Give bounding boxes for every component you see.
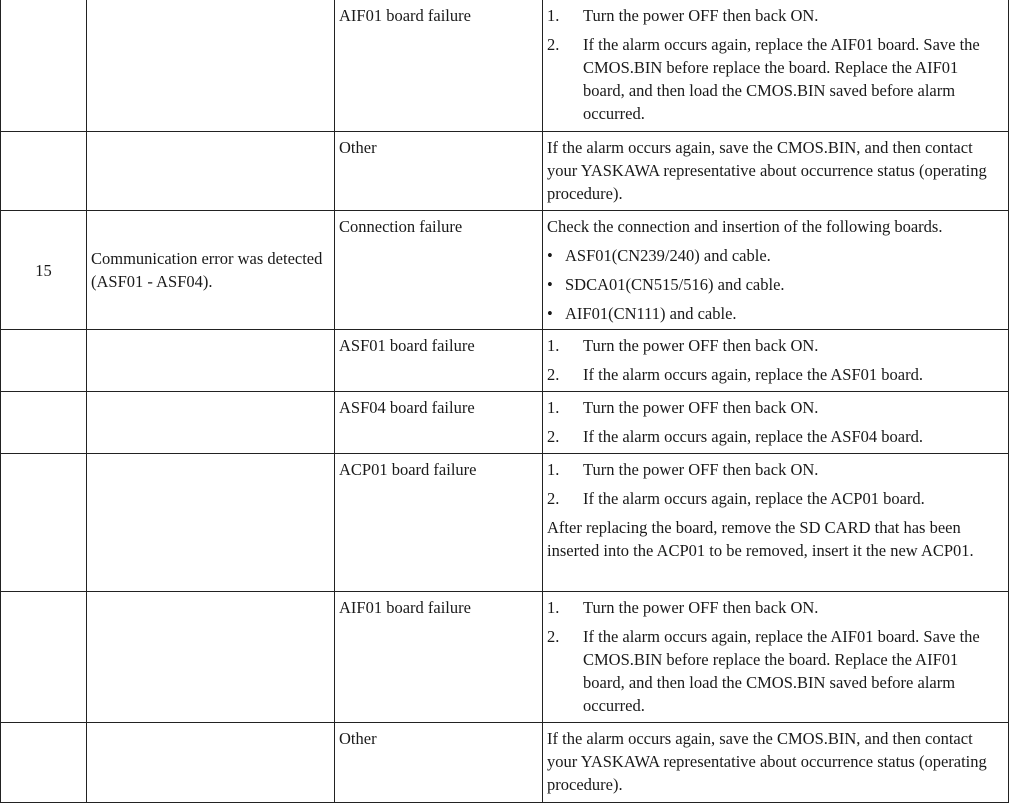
remedy-step <box>547 458 1004 481</box>
cause-cell <box>335 211 543 330</box>
step-text: If the alarm occurs again, replace the ASF01 board. <box>583 365 923 384</box>
bullet-icon: • <box>547 246 553 265</box>
bullet-text: AIF01(CN111) and cable. <box>565 304 737 323</box>
cause-cell <box>335 0 543 132</box>
alarm-number-cell <box>1 592 87 723</box>
remedy-cell <box>543 392 1009 454</box>
bullet-icon: • <box>547 304 553 323</box>
cause-cell <box>335 392 543 454</box>
remedy-step <box>547 33 1004 125</box>
bullet-text: SDCA01(CN515/516) and cable. <box>565 275 785 294</box>
step-number: 2. <box>547 627 560 646</box>
remedy-bullet <box>547 302 1004 325</box>
alarm-description-cell <box>87 592 335 723</box>
table-row <box>1 454 1009 592</box>
table-row <box>1 723 1009 803</box>
cause-text: ASF04 board failure <box>339 398 475 417</box>
remedy-step <box>547 363 1004 386</box>
step-text: Turn the power OFF then back ON. <box>583 460 819 479</box>
step-number: 1. <box>547 460 560 479</box>
remedy-note: After replacing the board, remove the SD CARD that has been inserted into the ACP01 to be removed, insert it the new ACP01. <box>547 518 974 560</box>
step-number: 2. <box>547 427 560 446</box>
step-number: 1. <box>547 598 560 617</box>
remedy-cell <box>543 0 1009 132</box>
remedy-text: Check the connection and insertion of the following boards. <box>547 217 943 236</box>
cause-cell <box>335 454 543 592</box>
alarm-description-cell <box>87 330 335 392</box>
remedy-cell <box>543 132 1009 211</box>
alarm-description-cell <box>87 723 335 803</box>
step-text: If the alarm occurs again, replace the AIF01 board. Save the CMOS.BIN before replace the board. Replace the AIF01 board, and then load the CMOS.BIN saved before alarm occurred. <box>583 627 980 715</box>
cause-cell <box>335 132 543 211</box>
remedy-cell <box>543 330 1009 392</box>
alarm-description: Communication error was detected (ASF01 - ASF04). <box>91 249 323 291</box>
remedy-cell <box>543 723 1009 803</box>
step-number: 2. <box>547 35 560 54</box>
cause-cell <box>335 592 543 723</box>
table-row <box>1 211 1009 330</box>
step-text: Turn the power OFF then back ON. <box>583 336 819 355</box>
bullet-text: ASF01(CN239/240) and cable. <box>565 246 771 265</box>
cause-text: AIF01 board failure <box>339 6 471 25</box>
table-row <box>1 132 1009 211</box>
step-number: 2. <box>547 365 560 384</box>
alarm-description-cell <box>87 0 335 132</box>
cause-cell <box>335 330 543 392</box>
alarm-description-cell <box>87 392 335 454</box>
step-text: Turn the power OFF then back ON. <box>583 598 819 617</box>
step-number: 1. <box>547 398 560 417</box>
cause-text: Other <box>339 138 377 157</box>
alarm-description-cell <box>87 454 335 592</box>
table-row <box>1 392 1009 454</box>
step-number: 2. <box>547 489 560 508</box>
cause-cell <box>335 723 543 803</box>
cause-text: Other <box>339 729 377 748</box>
alarm-number-cell <box>1 392 87 454</box>
remedy-step <box>547 596 1004 619</box>
alarm-number-cell <box>1 330 87 392</box>
alarm-number-cell <box>1 0 87 132</box>
step-text: If the alarm occurs again, replace the ASF04 board. <box>583 427 923 446</box>
step-number: 1. <box>547 6 560 25</box>
step-number: 1. <box>547 336 560 355</box>
alarm-description-cell <box>87 211 335 330</box>
cause-text: Connection failure <box>339 217 463 236</box>
remedy-text: If the alarm occurs again, save the CMOS.BIN, and then contact your YASKAWA representative about occurrence status (operating procedure). <box>547 729 987 794</box>
remedy-cell <box>543 211 1009 330</box>
cause-text: AIF01 board failure <box>339 598 471 617</box>
step-text: If the alarm occurs again, replace the AIF01 board. Save the CMOS.BIN before replace the board. Replace the AIF01 board, and then load the CMOS.BIN saved before alarm occurred. <box>583 35 980 123</box>
remedy-step <box>547 334 1004 357</box>
remedy-step <box>547 425 1004 448</box>
step-text: If the alarm occurs again, replace the ACP01 board. <box>583 489 925 508</box>
alarm-number-cell <box>1 723 87 803</box>
bullet-icon: • <box>547 275 553 294</box>
alarm-description-cell <box>87 132 335 211</box>
alarm-number: 15 <box>35 260 52 280</box>
remedy-step <box>547 396 1004 419</box>
remedy-bullet <box>547 244 1004 267</box>
remedy-bullet <box>547 273 1004 296</box>
remedy-step <box>547 625 1004 717</box>
step-text: Turn the power OFF then back ON. <box>583 6 819 25</box>
remedy-step <box>547 4 1004 27</box>
remedy-cell <box>543 454 1009 592</box>
alarm-number-cell <box>1 211 87 330</box>
step-text: Turn the power OFF then back ON. <box>583 398 819 417</box>
alarm-number-cell <box>1 132 87 211</box>
remedy-cell <box>543 592 1009 723</box>
alarm-number-cell <box>1 454 87 592</box>
remedy-step <box>547 487 1004 510</box>
table-row <box>1 330 1009 392</box>
table-row <box>1 0 1009 132</box>
cause-text: ACP01 board failure <box>339 460 477 479</box>
table-row <box>1 592 1009 723</box>
remedy-text: If the alarm occurs again, save the CMOS.BIN, and then contact your YASKAWA representative about occurrence status (operating procedure). <box>547 138 987 203</box>
cause-text: ASF01 board failure <box>339 336 475 355</box>
